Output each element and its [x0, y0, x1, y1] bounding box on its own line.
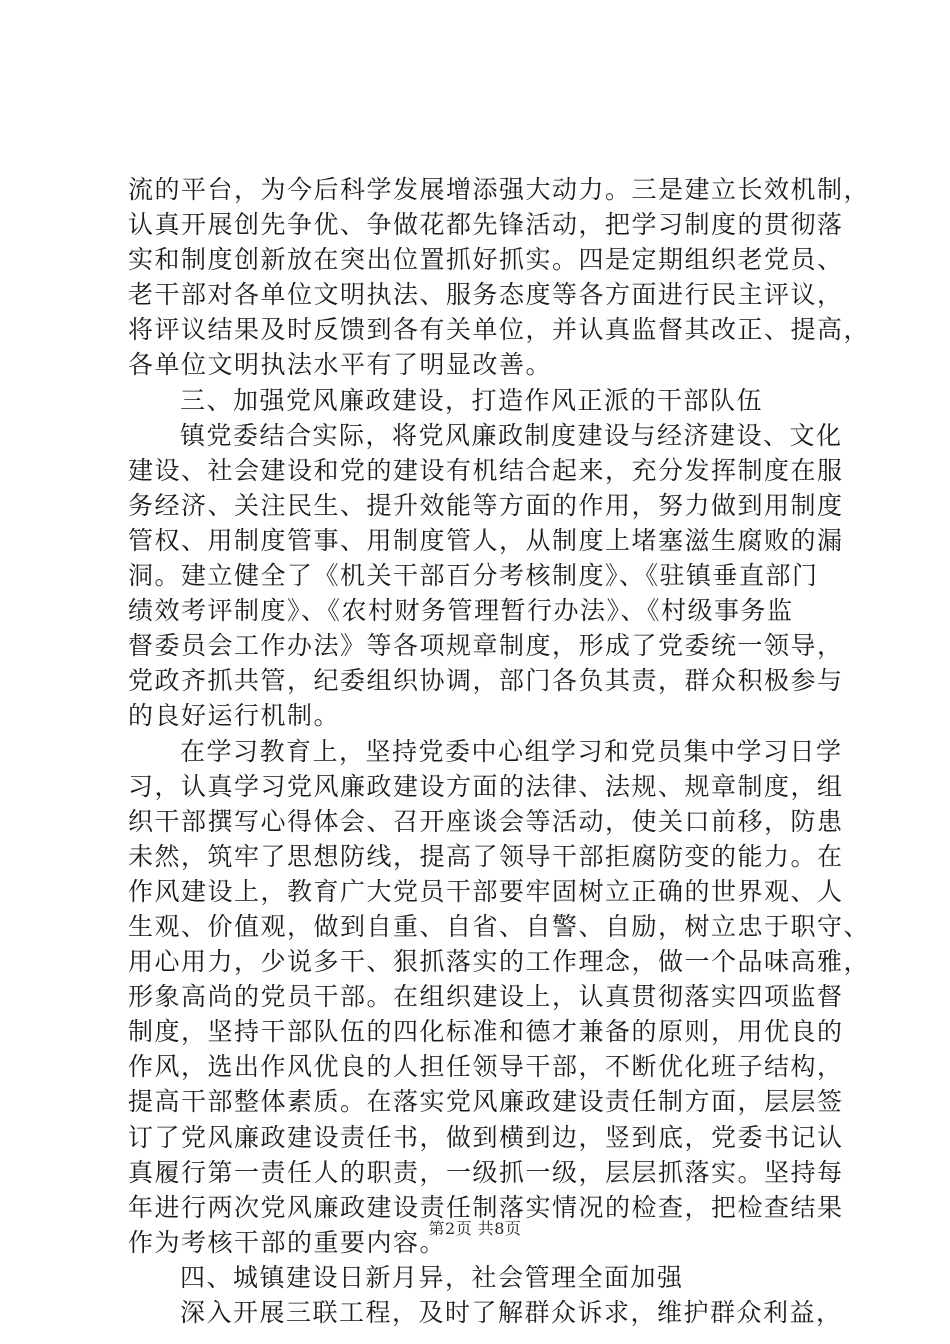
text-line: 作风，选出作风优良的人担任领导干部，不断优化班子结构， — [128, 1052, 844, 1082]
text-line: 作为考核干部的重要内容。 — [128, 1227, 447, 1257]
text-line: 实和制度创新放在突出位置抓好抓实。四是定期组织老党员、 — [128, 245, 844, 275]
text-line: 的良好运行机制。 — [128, 701, 341, 731]
paragraph-start: 在学习教育上，坚持党委中心组学习和党员集中学习日学 — [180, 736, 843, 766]
text-line: 洞。建立健全了《机关干部百分考核制度》、《驻镇垂直部门 — [128, 561, 819, 591]
text-line: 管权、用制度管事、用制度管人，从制度上堵塞滋生腐败的漏 — [128, 525, 844, 555]
text-line: 用心用力，少说多干、狠抓落实的工作理念，做一个品味高雅， — [128, 947, 871, 977]
text-line: 制度，坚持干部队伍的四化标准和德才兼备的原则，用优良的 — [128, 1017, 844, 1047]
text-line: 提高干部整体素质。在落实党风廉政建设责任制方面，层层签 — [128, 1087, 844, 1117]
paragraph-start: 镇党委结合实际，将党风廉政制度建设与经济建设、文化 — [180, 420, 843, 450]
text-line: 党政齐抓共管，纪委组织协调，部门各负其责，群众积极参与 — [128, 666, 844, 696]
text-line: 生观、价值观，做到自重、自省、自警、自励，树立忠于职守、 — [128, 911, 871, 941]
document-body — [128, 172, 871, 1330]
text-line: 年进行两次党风廉政建设责任制落实情况的检查，把检查结果 — [128, 1192, 844, 1222]
section-heading: 四、城镇建设日新月异，社会管理全面加强 — [180, 1262, 684, 1292]
text-line: 织干部撰写心得体会、召开座谈会等活动，使关口前移，防患 — [128, 806, 844, 836]
text-line: 作风建设上，教育广大党员干部要牢固树立正确的世界观、人 — [128, 876, 844, 906]
page-number-footer: 第2页 共8页 — [428, 1219, 522, 1238]
text-line: 流的平台，为今后科学发展增添强大动力。三是建立长效机制， — [128, 175, 871, 204]
text-line: 绩效考评制度》、《农村财务管理暂行办法》、《村级事务监 — [128, 596, 794, 626]
text-line: 老干部对各单位文明执法、服务态度等各方面进行民主评议， — [128, 280, 844, 310]
text-line: 未然，筑牢了思想防线，提高了领导干部拒腐防变的能力。在 — [128, 841, 844, 871]
text-line: 将评议结果及时反馈到各有关单位，并认真监督其改正、提高， — [128, 315, 871, 345]
text-line: 真履行第一责任人的职责，一级抓一级，层层抓落实。坚持每 — [128, 1157, 844, 1187]
text-line: 各单位文明执法水平有了明显改善。 — [128, 350, 553, 380]
text-line: 形象高尚的党员干部。在组织建设上，认真贯彻落实四项监督 — [128, 982, 844, 1012]
text-line: 督委员会工作办法》等各项规章制度，形成了党委统一领导， — [128, 631, 844, 661]
text-line: 习，认真学习党风廉政建设方面的法律、法规、规章制度，组 — [128, 771, 844, 801]
text-line: 务经济、关注民生、提升效能等方面的作用，努力做到用制度 — [128, 490, 844, 520]
text-line: 认真开展创先争优、争做花都先锋活动，把学习制度的贯彻落 — [128, 210, 844, 240]
text-line: 订了党风廉政建设责任书，做到横到边，竖到底，党委书记认 — [128, 1122, 844, 1152]
text-line: 建设、社会建设和党的建设有机结合起来，充分发挥制度在服 — [128, 455, 844, 485]
paragraph-start: 深入开展三联工程，及时了解群众诉求，维护群众利益， — [180, 1298, 843, 1327]
section-heading: 三、加强党风廉政建设，打造作风正派的干部队伍 — [180, 385, 764, 415]
